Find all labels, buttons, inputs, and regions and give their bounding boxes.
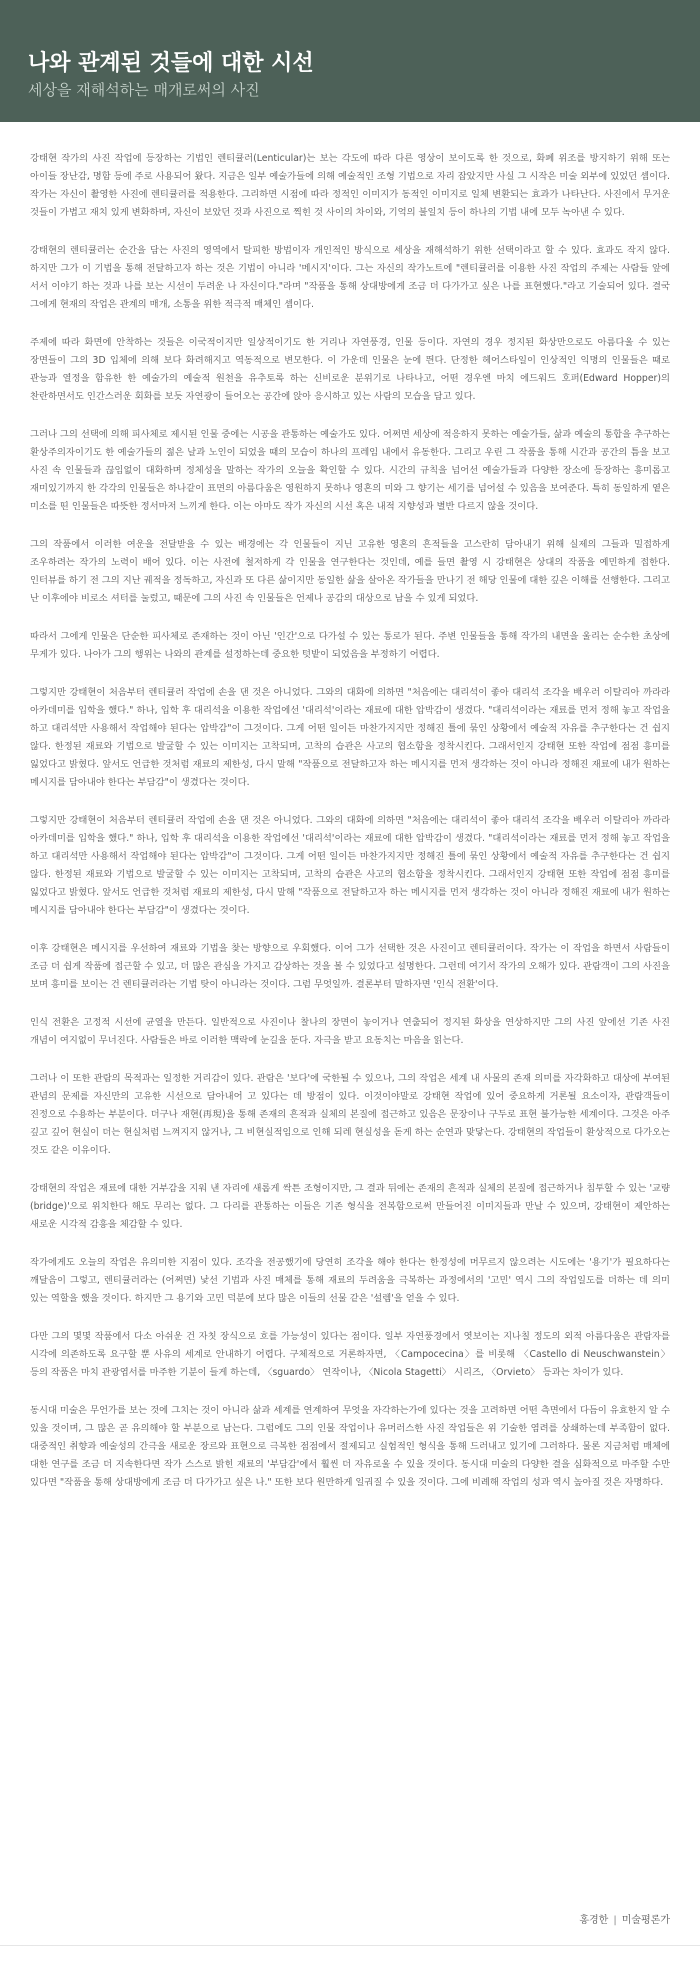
article-paragraph: 강태현 작가의 사진 작업에 등장하는 기법인 렌티큘러(Lenticular)는 보는 각도에 따라 다른 영상이 보이도록 한 것으로, 화폐 위조를 방지하기 위해 또는 아이들 장난감, 명함 등에 주로 사용되어 왔다. 지금은 일부 예술가들에 의해 예술적인 조형 기법으로 자리 잡았지만 사실 그 시작은 미술 외부에 있었던 셈이다. 작가는 자신이 촬영한 사진에 렌티큘러를 적용한다. 그리하면 시점에 따라 정적인 이미지가 동적인 이미지로 일체 변환되는 효과가 나타난다. 사진에서 무거운 것들이 가볍고 재치 있게 변화하며, 자신이 보았던 것과 사진으로 찍힌 것 사이의 차이와, 기억의 불일치 등이 하나의 기법 내에 모두 녹아낸 수 있다. xyxy=(30,153,670,218)
article-paragraph: 다만 그의 몇몇 작품에서 다소 아쉬운 건 자칫 장식으로 흐를 가능성이 있다는 점이다. 일부 자연풍경에서 엿보이는 지나칠 정도의 외적 아름다움은 관람자를 시각에 의존하도록 요구할 뿐 사유의 세계로 안내하기 어렵다. 구체적으로 거론하자면, 〈Campocecina〉를 비롯해 〈Castello di Neuschwanstein〉 등의 작품은 마치 관광엽서를 마주한 기분이 들게 하는데, 〈sguardo〉 연작이나, 〈Nicola Stagetti〉 시리즈, 〈Orvieto〉 등과는 차이가 있다. xyxy=(30,1331,670,1378)
article-subtitle: 세상을 재해석하는 매개로써의 사진 xyxy=(28,81,260,99)
article-title: 나와 관계된 것들에 대한 시선 xyxy=(28,50,314,76)
article-paragraph: 작가에게도 오늘의 작업은 유의미한 지점이 있다. 조각을 전공했기에 당연히 조각을 해야 한다는 한정성에 머무르지 않으려는 시도에는 '용기'가 필요하다는 깨달음이 그렇고, 렌티큘러라는 (어쩌면) 낯선 기법과 사진 매체를 통해 재료의 두려움을 극복하는 과정에서의 '고민' 역시 그의 작업일도를 더하는 데 의미 있는 역할을 했을 것이다. 하지만 그 용기와 고민 덕분에 보다 많은 이들의 선물 같은 '설렘'을 얻을 수 있다. xyxy=(30,1257,670,1304)
article-body xyxy=(0,122,700,1492)
footer-divider xyxy=(0,1945,700,1946)
author-separator: | xyxy=(613,1915,617,1926)
article-paragraph: 그렇지만 강태현이 처음부터 렌티큘러 작업에 손을 댄 것은 아니었다. 그와의 대화에 의하면 "처음에는 대리석이 좋아 대리석 조각을 배우러 이탈리아 까라라 아카데미를 입학을 했다." 하나, 입학 후 대리석을 이용한 작업에선 '대리석'이라는 재료에 대한 압박감이 생겼다. "대리석이라는 재료를 먼저 정해 놓고 작업을 하고 대리석만 사용해서 작업해야 된다는 압박감"이 그것이다. 그게 어떤 일이든 마찬가지지만 정해진 틀에 묶인 상황에서 예술적 자유를 추구한다는 건 쉽지 않다. 한정된 재료와 기법으로 발굴할 수 있는 이미지는 고착되며, 고착의 습관은 사고의 협소함을 정착시킨다. 그래서인지 강태현 또한 작업에 점점 흥미를 잃었다고 밝혔다. 앞서도 언급한 것처럼 재료의 제한성, 다시 말해 "작품으로 전달하고자 하는 메시지를 먼저 생각하는 것이 아니라 정해진 재료에 내가 원하는 메시지를 담아내야 한다는 부담감"이 생겼다는 것이다. xyxy=(30,687,670,788)
article-paragraph: 그렇지만 강태현이 처음부터 렌티큘러 작업에 손을 댄 것은 아니었다. 그와의 대화에 의하면 "처음에는 대리석이 좋아 대리석 조각을 배우러 이탈리아 까라라 아카데미를 입학을 했다." 하나, 입학 후 대리석을 이용한 작업에선 '대리석'이라는 재료에 대한 압박감이 생겼다. "대리석이라는 재료를 먼저 정해 놓고 작업을 하고 대리석만 사용해서 작업해야 된다는 압박감"이 그것이다. 그게 어떤 일이든 마찬가지지만 정해진 틀에 묶인 상황에서 예술적 자유를 추구한다는 건 쉽지 않다. 한정된 재료와 기법으로 발굴할 수 있는 이미지는 고착되며, 고착의 습관은 사고의 협소함을 정착시킨다. 그래서인지 강태현 또한 작업에 점점 흥미를 잃었다고 밝혔다. 앞서도 언급한 것처럼 재료의 제한성, 다시 말해 "작품으로 전달하고자 하는 메시지를 먼저 생각하는 것이 아니라 정해진 재료에 내가 원하는 메시지를 담아내야 한다는 부담감"이 생겼다는 것이다. xyxy=(30,815,670,916)
article-paragraph: 그러나 이 또한 관람의 목적과는 일정한 거리감이 있다. 관람은 '보다'에 국한될 수 있으나, 그의 작업은 세계 내 사물의 존재 의미를 자각화하고 대상에 부여된 관념의 문제를 자신만의 고유한 시선으로 담아내어 고 있다는 데 방점이 있다. 이것이야말로 강태현 작업에 있어 중요하게 거론될 요소이자, 관람객들이 진정으로 수용하는 부분이다. 더구나 재현(再現)을 통해 존재의 흔적과 실체의 본질에 접근하고 있음은 문장이나 구두로 표현 불가능한 세계이다. 그것은 아주 깊고 깊어 현실이 더는 현실처럼 느껴지지 않거나, 그 비현실적임으로 인해 되레 현실성을 돋게 하는 순연과 맞닿는다. 강태현의 작업들이 환상적으로 다가오는 것도 같은 이유이다. xyxy=(30,1073,670,1156)
article-paragraph: 주제에 따라 화면에 안착하는 것들은 이국적이지만 일상적이기도 한 거리나 자연풍경, 인물 등이다. 자연의 경우 정지된 화상만으로도 아름다울 수 있는 장면들이 그의 3D 입체에 의해 보다 화려해지고 역동적으로 변모한다. 이 가운데 인물은 눈에 띈다. 단정한 헤어스타일이 인상적인 익명의 인물들은 때로 관능과 열정을 함유한 한 예술가의 예술적 원천을 유추토록 하는 신비로운 분위기로 나타나고, 어떤 경우엔 마치 에드워드 호퍼(Edward Hopper)의 찬란하면서도 인간스러운 회화를 보듯 자연광이 들어오는 공간에 앉아 응시하고 있는 사람의 모습을 담고 있다. xyxy=(30,337,670,402)
author-name: 홍경한 xyxy=(579,1915,609,1926)
article-paragraph: 동시대 미술은 무언가를 보는 것에 그치는 것이 아니라 삶과 세계를 연계하여 무엇을 자각하는가에 있다는 것을 고려하면 어떤 측면에서 다듬이 유효한지 알 수 있을 것이며, 그 많은 곧 유의해야 할 부분으로 남는다. 그럼에도 그의 인물 작업이나 유머러스한 사진 작업들은 위 기술한 염려를 상쇄하는데 부족함이 없다. 대중적인 취향과 예술성의 간극을 새로운 장르와 표현으로 극복한 점점에서 절제되고 실험적인 형식을 통해 드러내고 있기에 그러하다. 물론 지금처럼 매체에 대한 연구를 조금 더 지속한다면 작가 스스로 밝힌 재료의 '부담감'에서 훨씬 더 자유로울 수 있을 것이다. 동시대 미술의 다양한 결을 심화적으로 마주할 수만 있다면 "작품을 통해 상대방에게 조금 더 다가가고 싶은 나." 또한 보다 원만하게 일궈질 수 있을 것이다. 그에 비례해 작업의 성과 역시 높아질 것은 자명하다. xyxy=(30,1405,670,1488)
article-paragraph: 따라서 그에게 인물은 단순한 피사체로 존재하는 것이 아닌 '인간'으로 다가설 수 있는 통로가 된다. 주변 인물들을 통해 작가의 내면을 울리는 순수한 초상에 무게가 있다. 나아가 그의 행위는 나와의 관계를 설정하는데 중요한 텃밭이 되었음을 부정하기 어렵다. xyxy=(30,631,670,660)
article-paragraph: 강태현의 렌티큘러는 순간을 담는 사진의 영역에서 탈피한 방법이자 개인적인 방식으로 세상을 재해석하기 위한 선택이라고 할 수 있다. 효과도 작지 않다. 하지만 그가 이 기법을 통해 전달하고자 하는 것은 기법이 아니라 '메시지'이다. 그는 자신의 작가노트에 "렌티큘러를 이용한 사진 작업의 주제는 사람들 앞에 서서 이야기 하는 것과 나를 보는 시선이 두려운 나 자신이다."라며 "작품을 통해 상대방에게 조금 더 다가가고 싶은 나를 표현했다."라고 기술되어 있다. 결국 그에게 현재의 작업은 관계의 매개, 소통을 위한 적극적 매체인 셈이다. xyxy=(30,245,670,310)
article-paragraph: 그러나 그의 선택에 의해 피사체로 제시된 인물 중에는 시공을 관통하는 예술가도 있다. 어쩌면 세상에 적응하지 못하는 예술가들, 삶과 예술의 통합을 추구하는 환상주의자이기도 한 예술가들의 젊은 날과 노인이 되었을 때의 모습이 하나의 프레임 내에서 유동한다. 그리고 우린 그 작품을 통해 시간과 공간의 틈을 보고 사진 속 인물들과 끊임없이 대화하며 정체성을 말하는 작가의 오늘을 확인할 수 있다. 시간의 규칙을 넘어선 예술가들과 다양한 장소에 등장하는 흥미롭고 재미있기까지 한 각각의 인물들은 하나같이 표면의 아름다움은 영원하지 못하나 영혼의 미와 그 향기는 세기를 넘어설 수 있음을 보여준다. 특히 동일하게 옅은 미소를 띤 인물들은 따뜻한 정서마저 느끼게 한다. 이는 아마도 작가 자신의 시선 혹은 내적 지향성과 별반 다르지 않을 것이다. xyxy=(30,429,670,512)
article-paragraph: 이후 강태현은 메시지를 우선하여 재료와 기법을 찾는 방향으로 우회했다. 이어 그가 선택한 것은 사진이고 렌티큘러이다. 작가는 이 작업을 하면서 사람들이 조금 더 쉽게 작품에 접근할 수 있고, 더 많은 관심을 가지고 감상하는 것을 볼 수 있었다고 설명한다. 그런데 여기서 작가의 오해가 있다. 관람객이 그의 사진을 보며 흥미를 보이는 건 렌티큘러라는 기법 탓이 아니라는 것이다. 그럼 무엇일까. 결론부터 말하자면 '인식 전환'이다. xyxy=(30,943,670,990)
article-paragraph: 강태현의 작업은 재료에 대한 거부감을 지워 낸 자리에 새롭게 싹튼 조형이지만, 그 결과 뒤에는 존재의 흔적과 실체의 본질에 접근하거나 침투할 수 있는 '교량(bridge)'으로 위치한다 해도 무리는 없다. 그 다리를 관통하는 이들은 기존 형식을 전복함으로써 만들어진 이미지들과 만날 수 있으며, 강태현이 제안하는 새로운 시각적 감흥을 체감할 수 있다. xyxy=(30,1183,670,1230)
article-paragraph: 인식 전환은 고정적 시선에 균열을 만든다. 일반적으로 사진이나 찰나의 장면이 놓이거나 연출되어 정지된 화상을 연상하지만 그의 사진 앞에선 기존 사진 개념이 여지없이 무너진다. 사람들은 바로 이러한 맥락에 눈길을 둔다. 자극을 받고 요동치는 마음을 읽는다. xyxy=(30,1017,670,1046)
author-role: 미술평론가 xyxy=(621,1915,670,1926)
article-paragraph: 그의 작품에서 이러한 여운을 전달받을 수 있는 배경에는 각 인물들이 지닌 고유한 영혼의 흔적들을 고스란히 담아내기 위해 실제의 그들과 밀접하게 조우하려는 작가의 노력이 배어 있다. 이는 사전에 철저하게 각 인물을 연구한다는 것인데, 예를 들면 촬영 시 강태현은 상대의 작품을 예민하게 접한다. 인터뷰를 하기 전 그의 지난 궤적을 정독하고, 자신과 또 다른 삶이지만 동일한 삶을 살아온 작가들을 만나기 전 해당 인물에 대한 깊은 이해를 선행한다. 그리고 난 이후에야 비로소 셔터를 눌렀고, 때문에 그의 사진 속 인물들은 언제나 공감의 대상으로 남을 수 있게 되었다. xyxy=(30,539,670,604)
article-header xyxy=(0,0,700,122)
author-credit xyxy=(579,1911,670,1926)
